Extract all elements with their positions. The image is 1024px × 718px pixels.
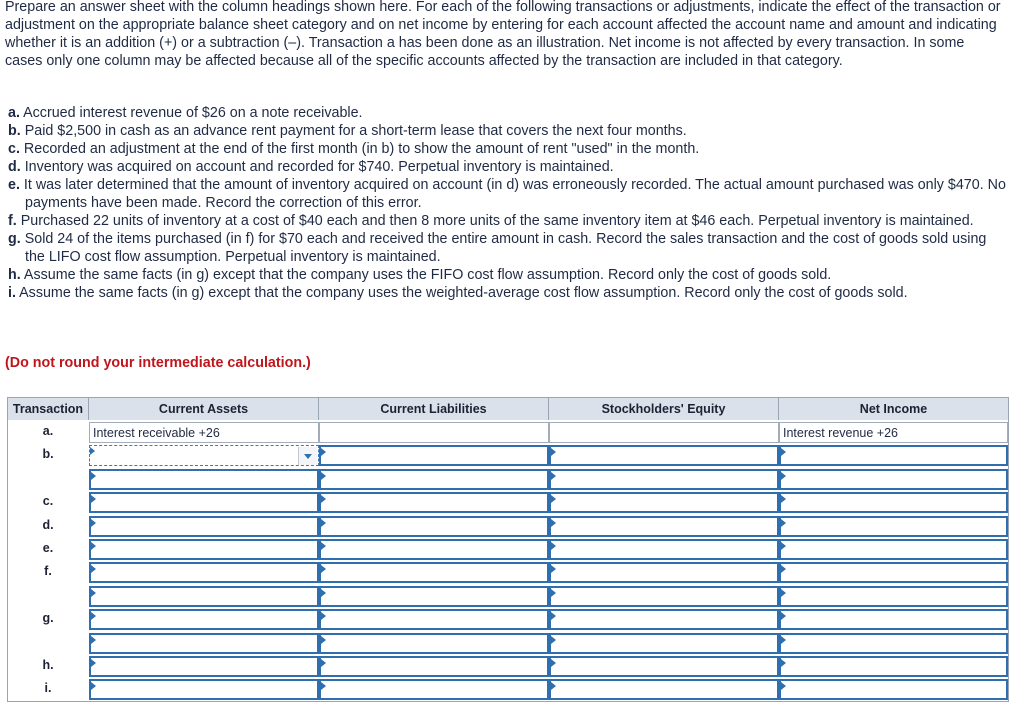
answer-grid <box>7 397 1009 702</box>
input-marker-icon <box>781 472 786 480</box>
row-label: i. <box>44 681 52 695</box>
header-current-liabilities: Current Liabilities <box>319 398 549 420</box>
answer-input-net-income[interactable] <box>779 609 1008 630</box>
answer-input-current-liabilities[interactable] <box>319 609 549 630</box>
answer-input-current-liabilities[interactable] <box>319 586 549 607</box>
input-marker-icon <box>551 495 556 503</box>
input-marker-icon <box>321 495 326 503</box>
input-marker-icon <box>91 589 96 597</box>
row-label: d. <box>42 518 54 532</box>
input-marker-icon <box>551 612 556 620</box>
input-marker-icon <box>321 472 326 480</box>
answer-input-net-income[interactable] <box>779 469 1008 490</box>
header-stockholders-equity: Stockholders' Equity <box>549 398 779 420</box>
input-marker-icon <box>321 542 326 550</box>
input-marker-icon <box>321 612 326 620</box>
input-marker-icon <box>90 447 95 455</box>
input-marker-icon <box>781 589 786 597</box>
input-marker-icon <box>781 565 786 573</box>
rounding-hint: (Do not round your intermediate calculation.) <box>5 355 311 371</box>
input-marker-icon <box>551 589 556 597</box>
row-label: f. <box>44 564 52 578</box>
row-label: e. <box>42 541 54 555</box>
example-cell-net-income: Interest revenue +26 <box>779 422 1008 443</box>
input-marker-icon <box>91 612 96 620</box>
input-marker-icon <box>91 636 96 644</box>
answer-input-stockholders-equity[interactable] <box>549 492 779 513</box>
input-marker-icon <box>91 659 96 667</box>
input-marker-icon <box>551 448 556 456</box>
input-marker-icon <box>551 636 556 644</box>
answer-input-stockholders-equity[interactable] <box>549 562 779 583</box>
answer-input-current-liabilities[interactable] <box>319 633 549 654</box>
input-marker-icon <box>91 565 96 573</box>
answer-input-current-liabilities[interactable] <box>319 679 549 700</box>
input-marker-icon <box>781 636 786 644</box>
input-marker-icon <box>91 542 96 550</box>
answer-input-current-liabilities[interactable] <box>319 469 549 490</box>
answer-input-stockholders-equity[interactable] <box>549 609 779 630</box>
input-marker-icon <box>551 659 556 667</box>
answer-input-stockholders-equity[interactable] <box>549 539 779 560</box>
answer-input-stockholders-equity[interactable] <box>549 656 779 677</box>
example-cell-current-liabilities <box>319 422 549 443</box>
list-item-b: b. Paid $2,500 in cash as an advance rent payment for a short-term lease that covers the next four months. <box>8 123 687 139</box>
answer-input-current-assets[interactable] <box>89 469 319 490</box>
input-marker-icon <box>321 448 326 456</box>
input-marker-icon <box>781 542 786 550</box>
answer-input-stockholders-equity[interactable] <box>549 679 779 700</box>
input-marker-icon <box>781 612 786 620</box>
example-cell-stockholders-equity <box>549 422 779 443</box>
list-item-i: i. Assume the same facts (in g) except that the company uses the weighted-average cost flow assumption. Record only the cost of goods sold. <box>8 285 908 301</box>
answer-input-current-assets[interactable] <box>89 539 319 560</box>
input-marker-icon <box>91 495 96 503</box>
input-marker-icon <box>91 682 96 690</box>
answer-input-current-liabilities[interactable] <box>319 492 549 513</box>
answer-input-current-assets[interactable] <box>89 492 319 513</box>
answer-input-net-income[interactable] <box>779 492 1008 513</box>
input-marker-icon <box>321 659 326 667</box>
answer-input-net-income[interactable] <box>779 539 1008 560</box>
input-marker-icon <box>551 519 556 527</box>
input-marker-icon <box>321 682 326 690</box>
answer-input-stockholders-equity[interactable] <box>549 516 779 537</box>
row-label: g. <box>42 611 54 625</box>
answer-input-net-income[interactable] <box>779 586 1008 607</box>
row-label: a. <box>42 424 54 438</box>
answer-input-stockholders-equity[interactable] <box>549 633 779 654</box>
input-marker-icon <box>551 565 556 573</box>
input-marker-icon <box>91 472 96 480</box>
header-net-income: Net Income <box>779 398 1008 420</box>
answer-input-current-liabilities[interactable] <box>319 445 549 466</box>
answer-input-stockholders-equity[interactable] <box>549 586 779 607</box>
list-item-e: e. It was later determined that the amount of inventory acquired on account (in d) was erroneously recorded. The actual amount purchased was only $470. No payments have been made. Record the correction of this error. <box>8 177 1006 211</box>
answer-input-net-income[interactable] <box>779 562 1008 583</box>
input-marker-icon <box>321 589 326 597</box>
answer-input-net-income[interactable] <box>779 516 1008 537</box>
list-item-f: f. Purchased 22 units of inventory at a cost of $40 each and then 8 more units of the same inventory item at $46 each. Perpetual inventory is maintained. <box>8 213 974 229</box>
input-marker-icon <box>781 682 786 690</box>
answer-input-current-assets[interactable] <box>89 562 319 583</box>
input-marker-icon <box>321 519 326 527</box>
list-item-g: g. Sold 24 of the items purchased (in f) for $70 each and received the entire amount in cash. Record the sales transaction and the cost of goods sold using the LIFO cost flow assumption. Perpetual inventory is maintained. <box>8 231 987 265</box>
answer-input-net-income[interactable] <box>779 633 1008 654</box>
row-label: b. <box>42 447 54 461</box>
answer-input-net-income[interactable] <box>779 679 1008 700</box>
input-marker-icon <box>321 565 326 573</box>
answer-input-stockholders-equity[interactable] <box>549 469 779 490</box>
answer-input-current-liabilities[interactable] <box>319 539 549 560</box>
answer-input-current-assets[interactable] <box>89 679 319 700</box>
answer-input-current-liabilities[interactable] <box>319 516 549 537</box>
header-transaction: Transaction <box>8 398 89 420</box>
input-marker-icon <box>551 472 556 480</box>
input-marker-icon <box>781 448 786 456</box>
list-item-d: d. Inventory was acquired on account and recorded for $740. Perpetual inventory is maintained. <box>8 159 614 175</box>
answer-input-net-income[interactable] <box>779 656 1008 677</box>
row-label: c. <box>42 494 54 508</box>
instructions-text: Prepare an answer sheet with the column headings shown here. For each of the following transactions or adjustments, indicate the effect of the transaction or adjustment on the appropriate balance sheet category and on net income by entering for each account affected the account name and amount and indicating whether it is an addition (+) or a subtraction (–). Transaction a has been done as an illustration. Net income is not affected by every transaction. In some cases only one column may be affected because all of the specific accounts affected by the transaction are included in that category. <box>5 0 1001 69</box>
answer-input-current-liabilities[interactable] <box>319 562 549 583</box>
answer-input-current-assets[interactable] <box>89 609 319 630</box>
answer-input-current-assets[interactable] <box>89 633 319 654</box>
chevron-down-icon[interactable] <box>298 447 317 465</box>
row-label: h. <box>42 658 54 672</box>
list-item-c: c. Recorded an adjustment at the end of the first month (in b) to show the amount of rent "used" in the month. <box>8 141 700 157</box>
input-marker-icon <box>91 519 96 527</box>
input-marker-icon <box>321 636 326 644</box>
input-marker-icon <box>551 542 556 550</box>
input-marker-icon <box>551 682 556 690</box>
answer-input-current-liabilities[interactable] <box>319 656 549 677</box>
answer-input-net-income[interactable] <box>779 445 1008 466</box>
input-marker-icon <box>781 659 786 667</box>
transaction-list <box>8 104 1008 302</box>
answer-input-current-assets[interactable] <box>89 516 319 537</box>
header-current-assets: Current Assets <box>89 398 319 420</box>
input-marker-icon <box>781 495 786 503</box>
answer-input-current-assets[interactable] <box>89 586 319 607</box>
answer-input-current-assets[interactable] <box>89 656 319 677</box>
list-item-a: a. Accrued interest revenue of $26 on a note receivable. <box>8 105 363 121</box>
example-cell-current-assets: Interest receivable +26 <box>89 422 319 443</box>
list-item-h: h. Assume the same facts (in g) except that the company uses the FIFO cost flow assumption. Record only the cost of goods sold. <box>8 267 832 283</box>
answer-input-current-assets[interactable] <box>89 445 319 466</box>
answer-input-stockholders-equity[interactable] <box>549 445 779 466</box>
input-marker-icon <box>781 519 786 527</box>
